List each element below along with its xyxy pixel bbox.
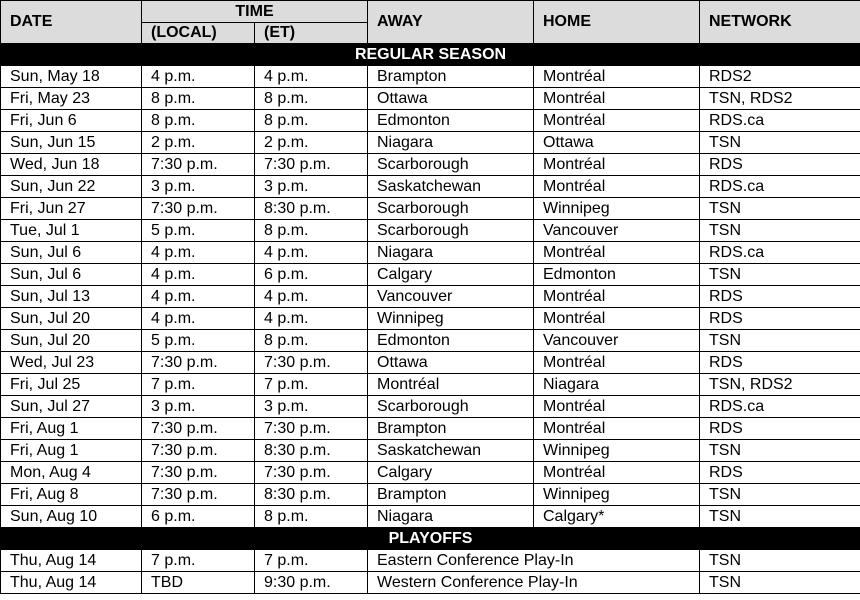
date-cell: Mon, Aug 4 [1, 462, 142, 484]
home-team-cell: Winnipeg [534, 198, 700, 220]
away-team-cell: Edmonton [368, 110, 534, 132]
network-cell: TSN, RDS2 [700, 88, 860, 110]
matchup-cell: Eastern Conference Play-In [368, 550, 700, 572]
away-team-cell: Montréal [368, 374, 534, 396]
et-time-cell: 8:30 p.m. [255, 484, 368, 506]
network-cell: RDS.ca [700, 176, 860, 198]
away-team-cell: Ottawa [368, 352, 534, 374]
local-time-cell: 5 p.m. [142, 330, 255, 352]
network-cell: RDS [700, 462, 860, 484]
network-cell: RDS [700, 418, 860, 440]
date-cell: Tue, Jul 1 [1, 220, 142, 242]
network-cell: TSN [700, 220, 860, 242]
home-team-cell: Montréal [534, 176, 700, 198]
network-cell: RDS.ca [700, 396, 860, 418]
et-time-cell: 4 p.m. [255, 242, 368, 264]
local-time-cell: 4 p.m. [142, 308, 255, 330]
table-row [1, 176, 860, 198]
home-team-cell: Ottawa [534, 132, 700, 154]
network-cell: TSN [700, 198, 860, 220]
local-time-cell: 8 p.m. [142, 110, 255, 132]
date-cell: Sun, Jul 20 [1, 330, 142, 352]
local-time-cell: 7 p.m. [142, 374, 255, 396]
date-cell: Sun, Jul 13 [1, 286, 142, 308]
network-cell: TSN [700, 132, 860, 154]
away-team-cell: Edmonton [368, 330, 534, 352]
away-team-cell: Scarborough [368, 396, 534, 418]
table-row [1, 462, 860, 484]
home-team-cell: Montréal [534, 462, 700, 484]
table-row [1, 88, 860, 110]
local-time-cell: 7:30 p.m. [142, 418, 255, 440]
table-header [1, 1, 860, 44]
local-time-cell: 4 p.m. [142, 242, 255, 264]
local-time-cell: 5 p.m. [142, 220, 255, 242]
away-team-cell: Calgary [368, 462, 534, 484]
et-time-cell: 8 p.m. [255, 88, 368, 110]
table-row [1, 550, 860, 572]
et-time-cell: 7:30 p.m. [255, 462, 368, 484]
network-column-header: NETWORK [700, 1, 860, 44]
table-row [1, 242, 860, 264]
et-time-cell: 4 p.m. [255, 286, 368, 308]
et-time-cell: 9:30 p.m. [255, 572, 368, 594]
matchup-cell: Western Conference Play-In [368, 572, 700, 594]
network-cell: RDS [700, 308, 860, 330]
et-time-cell: 8 p.m. [255, 110, 368, 132]
network-cell: TSN, RDS2 [700, 374, 860, 396]
table-row [1, 198, 860, 220]
et-time-cell: 8 p.m. [255, 506, 368, 528]
away-team-cell: Scarborough [368, 198, 534, 220]
table-row [1, 440, 860, 462]
network-cell: RDS.ca [700, 110, 860, 132]
date-cell: Thu, Aug 14 [1, 572, 142, 594]
local-time-cell: 6 p.m. [142, 506, 255, 528]
date-cell: Sun, Jun 22 [1, 176, 142, 198]
away-column-header: AWAY [368, 1, 534, 44]
schedule-body [1, 44, 860, 594]
date-cell: Fri, Jun 6 [1, 110, 142, 132]
date-column-header: DATE [1, 1, 142, 44]
away-team-cell: Calgary [368, 264, 534, 286]
network-cell: TSN [700, 484, 860, 506]
table-row [1, 418, 860, 440]
date-cell: Sun, Jul 27 [1, 396, 142, 418]
local-time-cell: 3 p.m. [142, 176, 255, 198]
et-time-subheader: (ET) [255, 23, 368, 44]
local-time-subheader: (LOCAL) [142, 23, 255, 44]
home-team-cell: Vancouver [534, 220, 700, 242]
local-time-cell: 4 p.m. [142, 264, 255, 286]
home-team-cell: Montréal [534, 418, 700, 440]
date-cell: Sun, Jul 6 [1, 242, 142, 264]
local-time-cell: 7:30 p.m. [142, 484, 255, 506]
local-time-cell: 2 p.m. [142, 132, 255, 154]
date-cell: Fri, Aug 1 [1, 440, 142, 462]
home-team-cell: Winnipeg [534, 440, 700, 462]
table-row [1, 484, 860, 506]
network-cell: TSN [700, 330, 860, 352]
home-team-cell: Montréal [534, 308, 700, 330]
network-cell: RDS [700, 154, 860, 176]
et-time-cell: 7:30 p.m. [255, 154, 368, 176]
away-team-cell: Ottawa [368, 88, 534, 110]
away-team-cell: Niagara [368, 506, 534, 528]
local-time-cell: TBD [142, 572, 255, 594]
date-cell: Thu, Aug 14 [1, 550, 142, 572]
date-cell: Fri, May 23 [1, 88, 142, 110]
away-team-cell: Winnipeg [368, 308, 534, 330]
home-column-header: HOME [534, 1, 700, 44]
network-cell: TSN [700, 506, 860, 528]
date-cell: Fri, Jun 27 [1, 198, 142, 220]
away-team-cell: Vancouver [368, 286, 534, 308]
section-title: REGULAR SEASON [1, 44, 860, 66]
local-time-cell: 4 p.m. [142, 286, 255, 308]
time-column-header: TIME [142, 1, 368, 23]
et-time-cell: 4 p.m. [255, 66, 368, 88]
local-time-cell: 4 p.m. [142, 66, 255, 88]
et-time-cell: 8 p.m. [255, 330, 368, 352]
local-time-cell: 7:30 p.m. [142, 440, 255, 462]
local-time-cell: 7:30 p.m. [142, 198, 255, 220]
date-cell: Wed, Jun 18 [1, 154, 142, 176]
table-row [1, 352, 860, 374]
et-time-cell: 3 p.m. [255, 396, 368, 418]
network-cell: RDS [700, 352, 860, 374]
et-time-cell: 2 p.m. [255, 132, 368, 154]
table-row [1, 132, 860, 154]
et-time-cell: 8 p.m. [255, 220, 368, 242]
home-team-cell: Montréal [534, 154, 700, 176]
table-row [1, 396, 860, 418]
away-team-cell: Scarborough [368, 154, 534, 176]
network-cell: TSN [700, 550, 860, 572]
local-time-cell: 7:30 p.m. [142, 154, 255, 176]
away-team-cell: Saskatchewan [368, 176, 534, 198]
local-time-cell: 7:30 p.m. [142, 352, 255, 374]
home-team-cell: Montréal [534, 66, 700, 88]
et-time-cell: 6 p.m. [255, 264, 368, 286]
table-row [1, 220, 860, 242]
table-row [1, 66, 860, 88]
away-team-cell: Scarborough [368, 220, 534, 242]
et-time-cell: 4 p.m. [255, 308, 368, 330]
local-time-cell: 7:30 p.m. [142, 462, 255, 484]
home-team-cell: Montréal [534, 286, 700, 308]
date-cell: Fri, Aug 1 [1, 418, 142, 440]
home-team-cell: Winnipeg [534, 484, 700, 506]
away-team-cell: Brampton [368, 484, 534, 506]
table-row [1, 154, 860, 176]
date-cell: Fri, Aug 8 [1, 484, 142, 506]
away-team-cell: Niagara [368, 242, 534, 264]
date-cell: Sun, Jun 15 [1, 132, 142, 154]
home-team-cell: Edmonton [534, 264, 700, 286]
date-cell: Sun, May 18 [1, 66, 142, 88]
home-team-cell: Montréal [534, 88, 700, 110]
network-cell: TSN [700, 264, 860, 286]
table-row [1, 286, 860, 308]
section-header-row [1, 528, 860, 550]
section-header-row [1, 44, 860, 66]
away-team-cell: Brampton [368, 418, 534, 440]
et-time-cell: 7:30 p.m. [255, 352, 368, 374]
date-cell: Wed, Jul 23 [1, 352, 142, 374]
table-row [1, 308, 860, 330]
home-team-cell: Vancouver [534, 330, 700, 352]
et-time-cell: 7 p.m. [255, 374, 368, 396]
date-cell: Sun, Jul 20 [1, 308, 142, 330]
date-cell: Fri, Jul 25 [1, 374, 142, 396]
table-row [1, 330, 860, 352]
et-time-cell: 7:30 p.m. [255, 418, 368, 440]
away-team-cell: Niagara [368, 132, 534, 154]
local-time-cell: 8 p.m. [142, 88, 255, 110]
et-time-cell: 7 p.m. [255, 550, 368, 572]
home-team-cell: Montréal [534, 352, 700, 374]
away-team-cell: Saskatchewan [368, 440, 534, 462]
date-cell: Sun, Aug 10 [1, 506, 142, 528]
table-row [1, 110, 860, 132]
home-team-cell: Calgary* [534, 506, 700, 528]
network-cell: TSN [700, 572, 860, 594]
home-team-cell: Montréal [534, 110, 700, 132]
home-team-cell: Montréal [534, 396, 700, 418]
table-row [1, 374, 860, 396]
away-team-cell: Brampton [368, 66, 534, 88]
network-cell: TSN [700, 440, 860, 462]
home-team-cell: Montréal [534, 242, 700, 264]
table-row [1, 506, 860, 528]
local-time-cell: 7 p.m. [142, 550, 255, 572]
network-cell: RDS.ca [700, 242, 860, 264]
local-time-cell: 3 p.m. [142, 396, 255, 418]
table-row [1, 572, 860, 594]
table-row [1, 264, 860, 286]
et-time-cell: 8:30 p.m. [255, 440, 368, 462]
network-cell: RDS2 [700, 66, 860, 88]
network-cell: RDS [700, 286, 860, 308]
et-time-cell: 8:30 p.m. [255, 198, 368, 220]
et-time-cell: 3 p.m. [255, 176, 368, 198]
date-cell: Sun, Jul 6 [1, 264, 142, 286]
home-team-cell: Niagara [534, 374, 700, 396]
section-title: PLAYOFFS [1, 528, 860, 550]
